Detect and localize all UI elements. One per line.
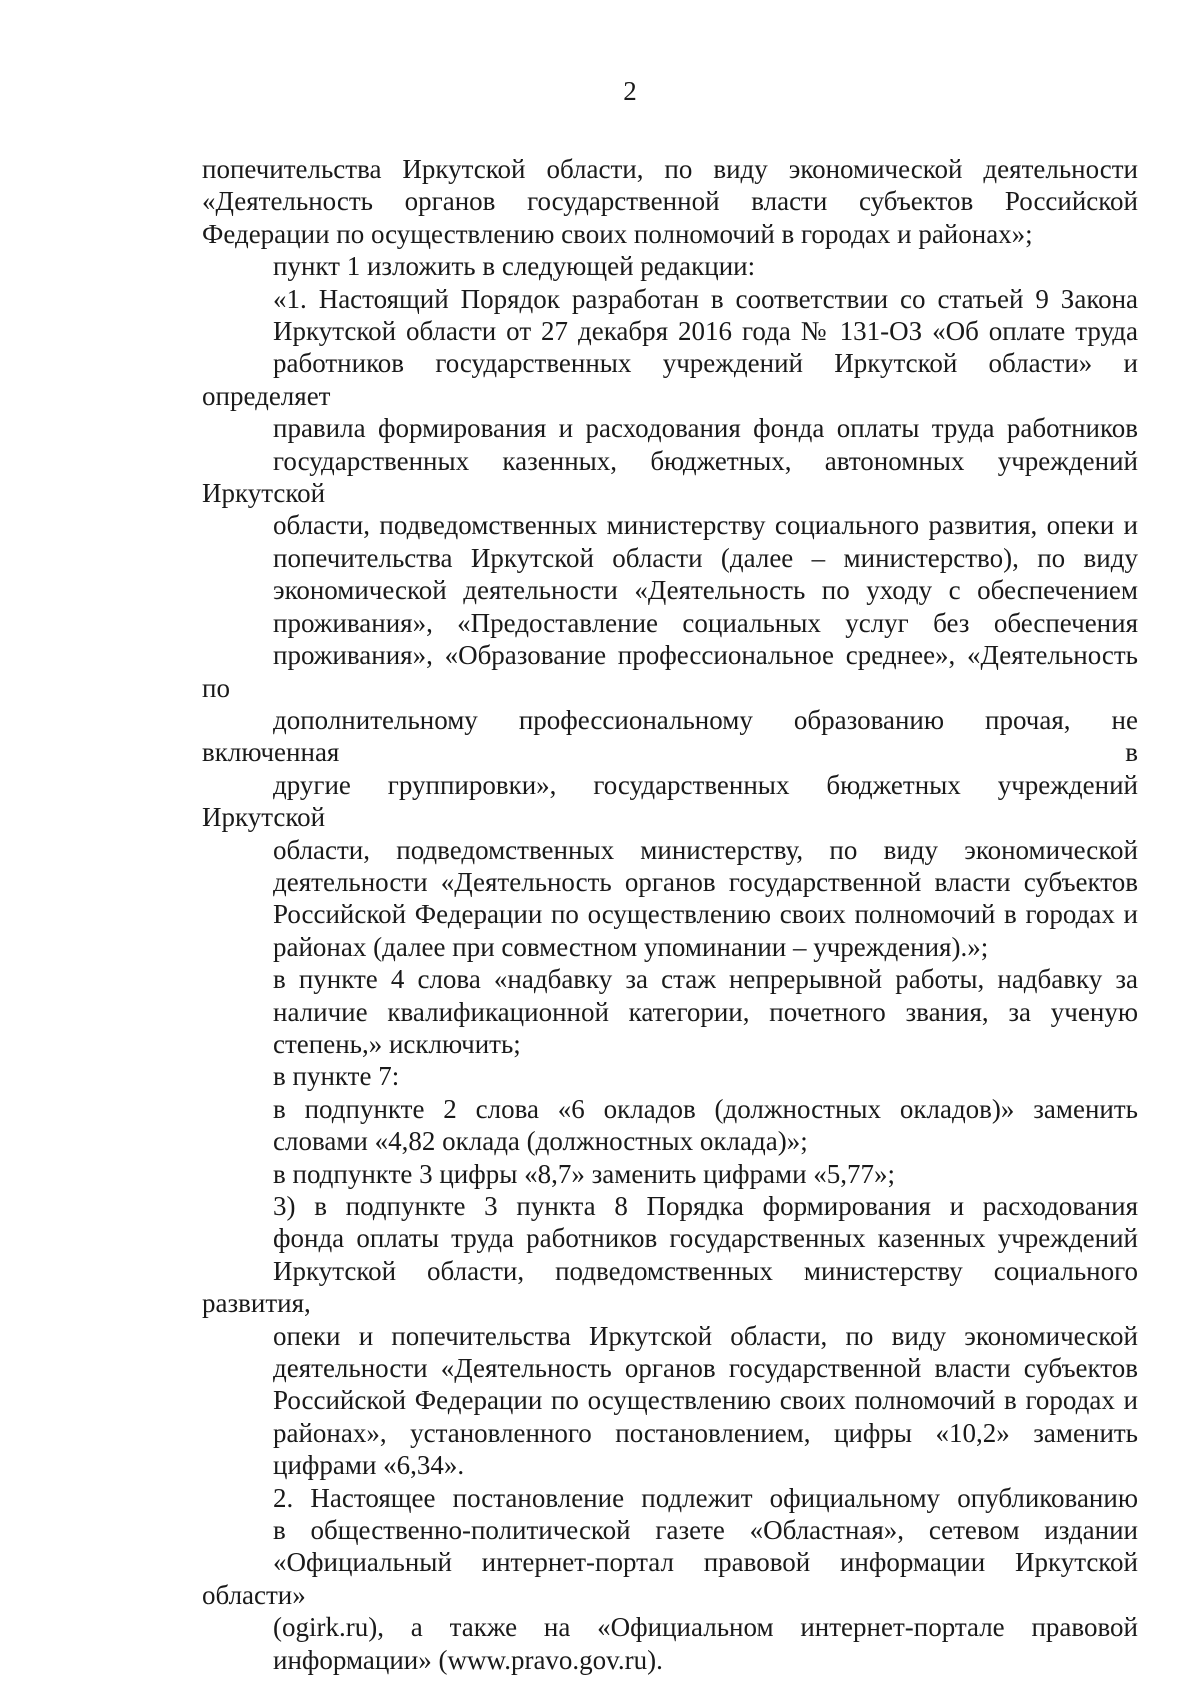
text-line: попечительства Иркутской области, по виду экономической деятельности <box>202 154 1138 184</box>
text-line: проживания», «Предоставление социальных услуг без обеспечения <box>273 607 1138 638</box>
paragraph <box>202 963 1138 1060</box>
text-line: 3) в подпункте 3 пункта 8 Порядка формирования и расходования <box>273 1191 1138 1221</box>
paragraph <box>202 250 1138 282</box>
document-body <box>202 153 1138 1676</box>
text-line: (ogirk.ru), а также на «Официальном интернет-портале правовой <box>273 1612 1138 1643</box>
text-line: экономической деятельности «Деятельность по уходу с обеспечением <box>273 575 1138 606</box>
paragraph <box>202 1190 1138 1482</box>
text-line: Иркутской области от 27 декабря 2016 года № 131-ОЗ «Об оплате труда <box>273 316 1138 347</box>
text-line: в пункте 4 слова «надбавку за стаж непрерывной работы, надбавку за <box>273 964 1138 995</box>
text-line: государственных казенных, бюджетных, автономных учреждений Иркутской <box>202 445 1138 509</box>
text-line: 2. Настоящее постановление подлежит официальному опубликованию <box>273 1482 1138 1513</box>
text-line: словами «4,82 оклада (должностных оклада)»; <box>273 1126 808 1157</box>
text-line: в общественно-политической газете «Областная», сетевом издании <box>273 1515 1138 1546</box>
text-line: «Деятельность органов государственной власти субъектов Российской <box>202 186 1138 217</box>
text-line: «1. Настоящий Порядок разработан в соответствии со статьей 9 Закона <box>273 283 1138 314</box>
text-line: наличие квалификационной категории, почетного звания, за ученую <box>273 996 1138 1027</box>
text-line: Федерации по осуществлению своих полномочий в городах и районах»; <box>202 218 1033 249</box>
text-line: деятельности «Деятельность органов государственной власти субъектов <box>273 866 1138 897</box>
paragraph <box>202 1060 1138 1092</box>
paragraph <box>202 1093 1138 1158</box>
text-line: Российской Федерации по осуществлению своих полномочий в городах и <box>273 1385 1138 1416</box>
text-line: в пункте 7: <box>273 1061 400 1092</box>
text-line: районах», установленного постановлением, цифры «10,2» заменить <box>273 1417 1138 1448</box>
text-line: проживания», «Образование профессиональное среднее», «Деятельность по <box>202 640 1138 703</box>
text-line: области, подведомственных министерству, по виду экономической <box>273 834 1138 865</box>
text-line: Российской Федерации по осуществлению своих полномочий в городах и <box>273 899 1138 930</box>
text-line: опеки и попечительства Иркутской области, по виду экономической <box>273 1320 1138 1351</box>
text-line: степень,» исключить; <box>273 1028 521 1059</box>
text-line: «Официальный интернет-портал правовой информации Иркутской области» <box>202 1547 1138 1610</box>
text-line: районах (далее при совместном упоминании – учреждения).»; <box>273 931 989 962</box>
text-line: области, подведомственных министерству социального развития, опеки и <box>273 510 1138 541</box>
text-line: попечительства Иркутской области (далее – министерство), по виду <box>273 542 1138 573</box>
text-line: работников государственных учреждений Иркутской области» и определяет <box>202 348 1138 411</box>
paragraph <box>202 1482 1138 1676</box>
text-line: в подпункте 2 слова «6 окладов (должностных окладов)» заменить <box>273 1093 1138 1124</box>
text-line: фонда оплаты труда работников государственных казенных учреждений <box>273 1223 1138 1254</box>
text-line: в подпункте 3 цифры «8,7» заменить цифрами «5,77»; <box>273 1158 896 1189</box>
text-line: цифрами «6,34». <box>273 1450 465 1481</box>
text-line: другие группировки», государственных бюджетных учреждений Иркутской <box>202 769 1138 833</box>
paragraph <box>202 283 1138 964</box>
text-line: информации» (www.pravo.gov.ru). <box>273 1644 663 1675</box>
paragraph <box>202 1158 1138 1190</box>
page-number: 2 <box>623 76 637 106</box>
text-line: деятельности «Деятельность органов государственной власти субъектов <box>273 1353 1138 1384</box>
text-line: пункт 1 изложить в следующей редакции: <box>273 251 756 282</box>
text-line: дополнительному профессиональному образованию прочая, не включенная в <box>202 704 1138 768</box>
paragraph <box>202 153 1138 250</box>
text-line: правила формирования и расходования фонда оплаты труда работников <box>273 413 1138 444</box>
text-line: Иркутской области, подведомственных министерству социального развития, <box>202 1255 1138 1319</box>
